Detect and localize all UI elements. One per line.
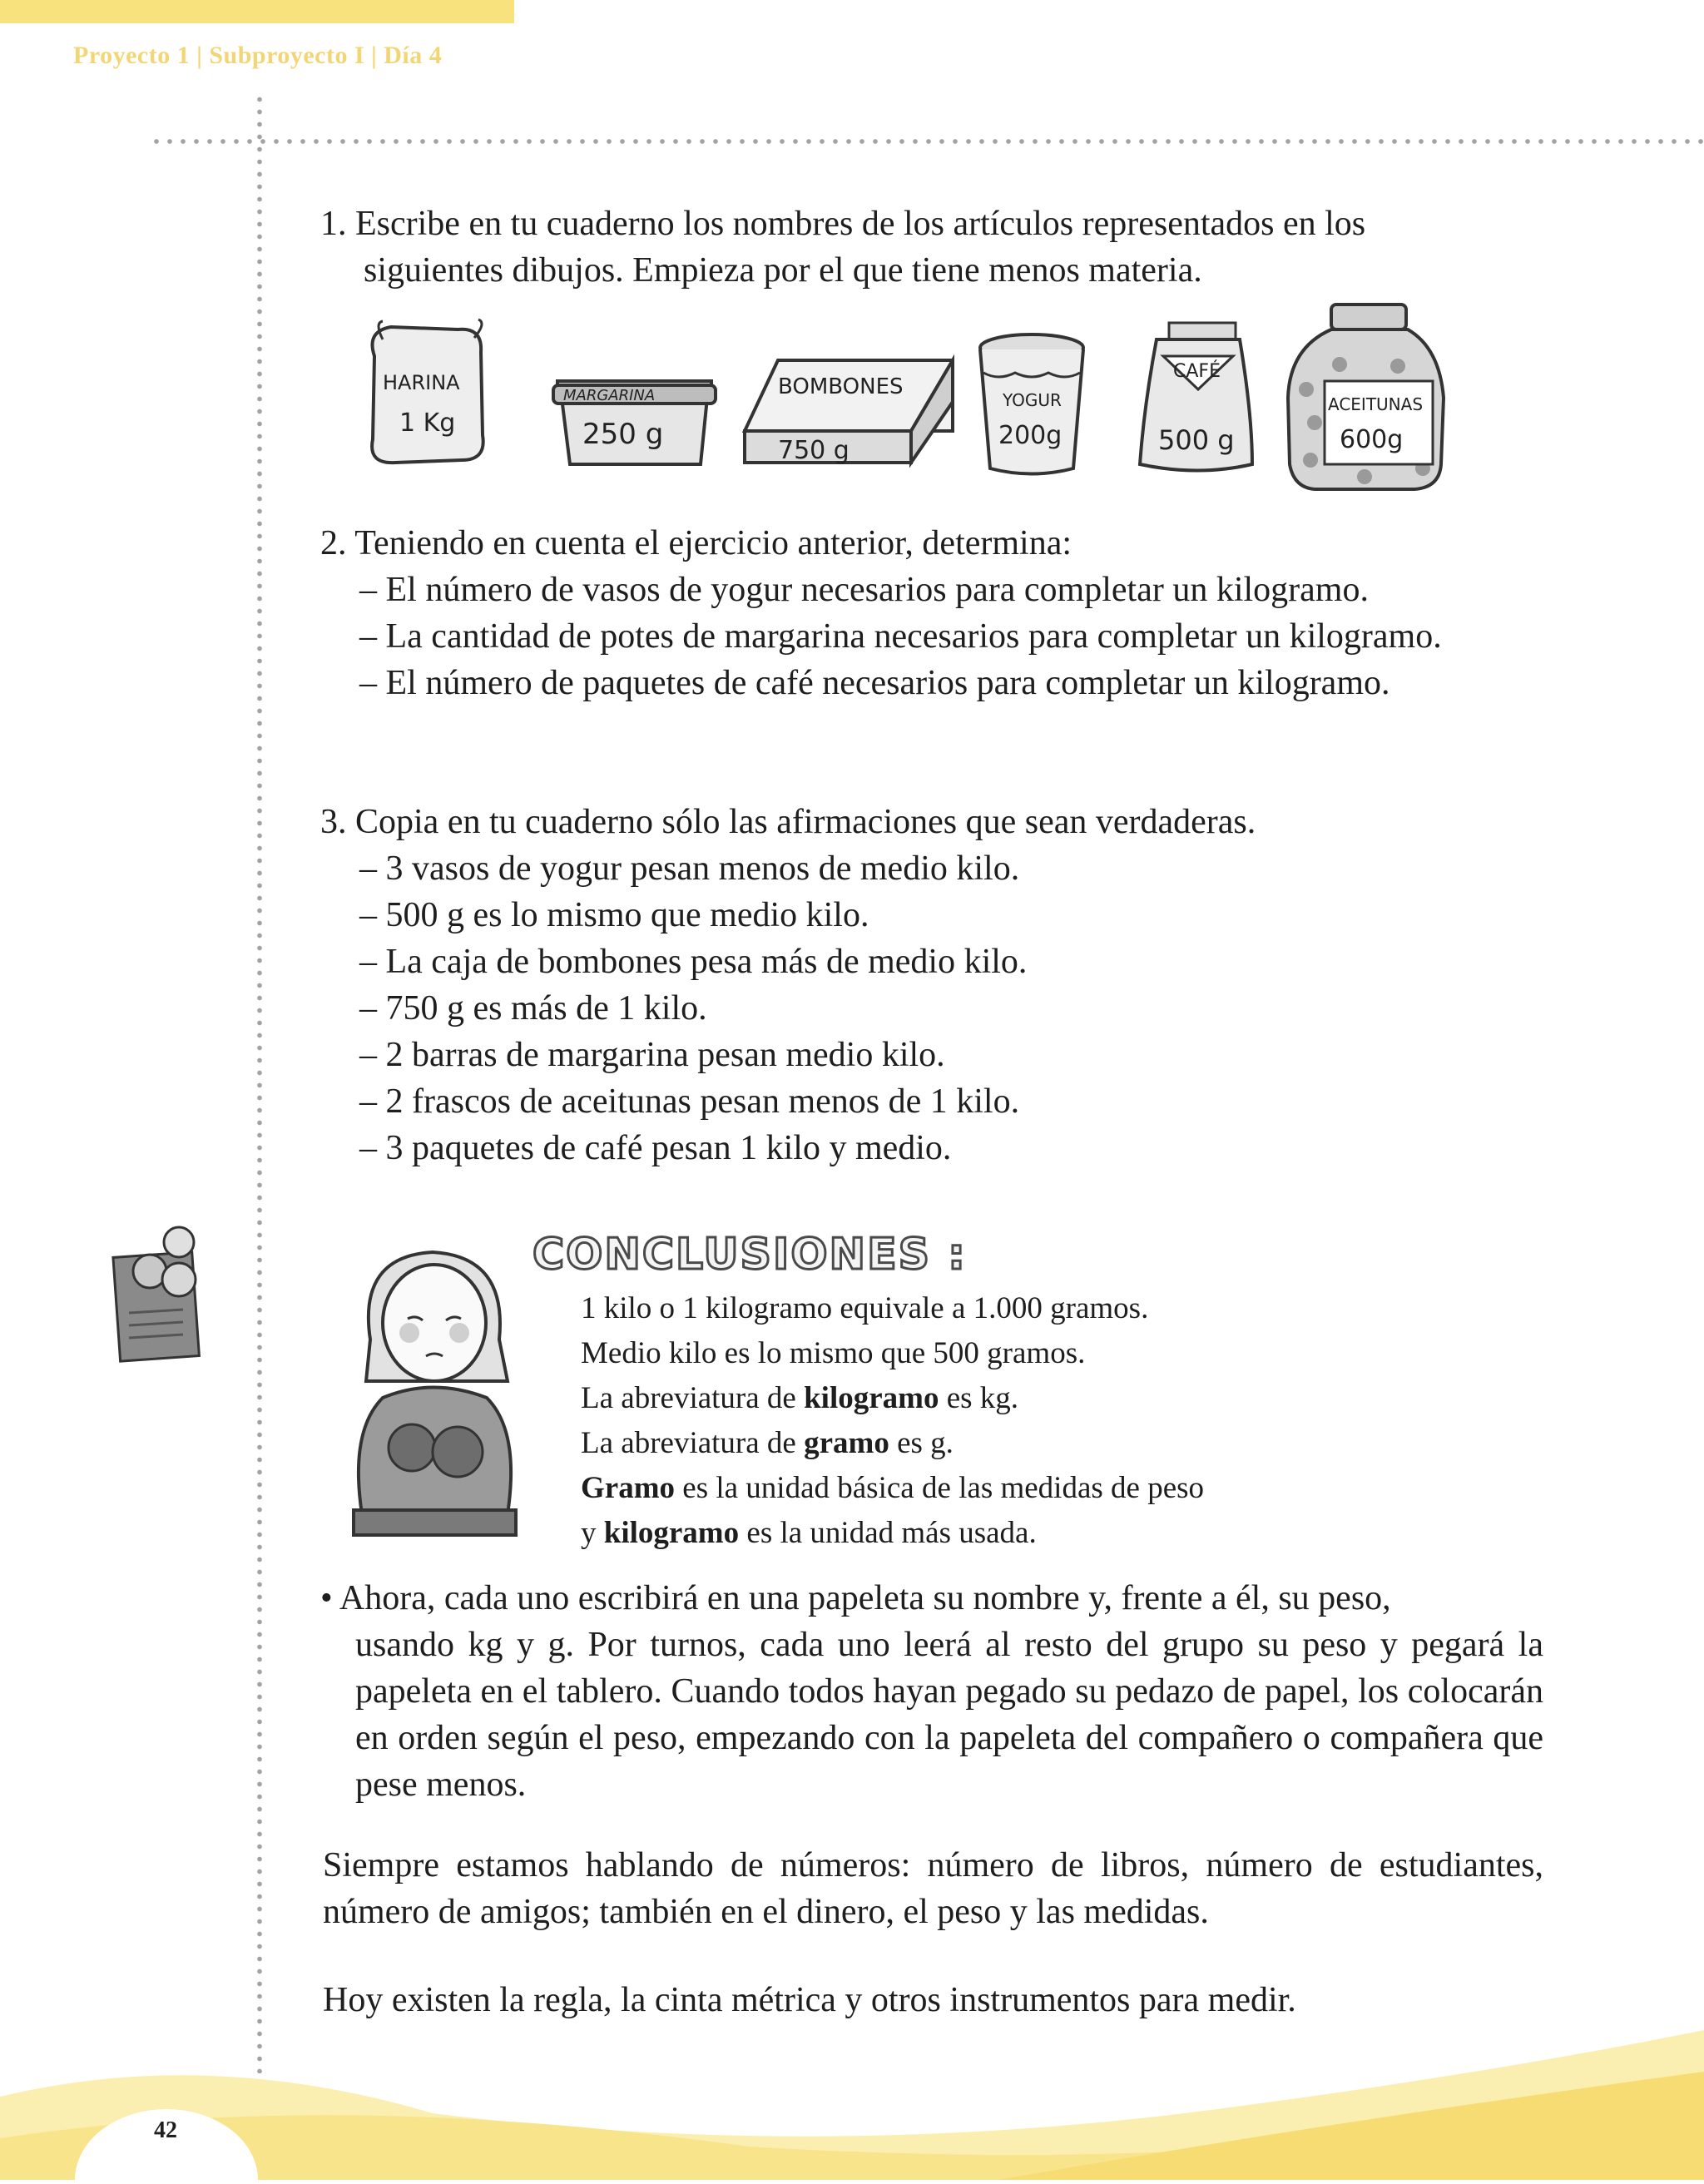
exercise-2-item: – El número de paquetes de café necesarios para completar un kilogramo.	[359, 664, 1390, 702]
conclusion-line: y kilogramo es la unidad más usada.	[581, 1516, 1037, 1550]
item-name: CAFÉ	[1173, 361, 1221, 382]
girl-illustration	[333, 1240, 537, 1539]
exercise-3-item: – 2 frascos de aceitunas pesan menos de 1 kilo.	[359, 1082, 1020, 1121]
exercise-3-item: – La caja de bombones pesa más de medio kilo.	[359, 943, 1028, 981]
item-weight: 1 Kg	[399, 409, 456, 438]
exercise-2-item: – La cantidad de potes de margarina necesarios para completar un kilogramo.	[359, 617, 1442, 656]
item-name: MARGARINA	[563, 387, 656, 404]
flour-sack-icon	[372, 319, 483, 463]
paragraph-2-text: Hoy existen la regla, la cinta métrica y otros instrumentos para medir.	[323, 1981, 1296, 2019]
exercise-3-item: – 750 g es más de 1 kilo.	[359, 989, 707, 1028]
item-name: ACEITUNAS	[1328, 394, 1424, 414]
item-weight: 750 g	[778, 436, 850, 465]
item-name: YOGUR	[1003, 390, 1062, 410]
exercise-3-item: – 3 vasos de yogur pesan menos de medio kilo.	[359, 849, 1020, 888]
item-name: BOMBONES	[778, 374, 904, 399]
exercise-2	[320, 520, 1543, 706]
activity	[320, 1575, 1543, 1808]
item-weight: 500 g	[1158, 424, 1235, 456]
header-band	[0, 0, 514, 23]
conclusion-line: La abreviatura de kilogramo es kg.	[581, 1381, 1019, 1415]
exercise-3-title: 3. Copia en tu cuaderno sólo las afirmaciones que sean verdaderas.	[320, 803, 1256, 841]
paragraph-1	[323, 1842, 1543, 1935]
exercise-2-item: – El número de vasos de yogur necesarios para completar un kilogramo.	[359, 571, 1369, 609]
dotted-margin-line	[257, 93, 262, 2073]
exercise-2-title: 2. Teniendo en cuenta el ejercicio anterior, determina:	[320, 524, 1072, 562]
activity-line-1: • Ahora, cada uno escribirá en una papeleta su nombre y, frente a él, su peso,	[320, 1579, 1391, 1617]
header-label: Proyecto 1 | Subproyecto I | Día 4	[73, 42, 443, 69]
item-weight: 600g	[1340, 425, 1404, 454]
items-illustration	[358, 298, 1473, 498]
conclusions-body	[581, 1286, 1204, 1556]
margarine-tub-icon	[553, 381, 716, 464]
exercise-3	[320, 799, 1543, 1171]
coffee-bag-icon	[1140, 323, 1252, 471]
conclusion-line: 1 kilo o 1 kilogramo equivale a 1.000 gramos.	[581, 1291, 1149, 1325]
exercise-1-line-2: siguientes dibujos. Empieza por el que tiene menos materia.	[364, 251, 1202, 290]
group-work-icon	[108, 1221, 225, 1371]
page-number: 42	[154, 2117, 177, 2143]
yogurt-cup-icon	[980, 334, 1083, 474]
activity-rest: usando kg y g. Por turnos, cada uno leerá al resto del grupo su peso y pegará la papeleta en el tablero. Cuando todos hayan pegado su pedazo de papel, los colocarán en orden según el peso, empezando con la papeleta del compañero o compañera que pese menos.	[355, 1626, 1543, 1804]
conclusion-line: Medio kilo es lo mismo que 500 gramos.	[581, 1336, 1086, 1370]
item-weight: 200g	[998, 421, 1063, 450]
exercise-3-item: – 500 g es lo mismo que medio kilo.	[359, 896, 869, 934]
conclusion-line: Gramo es la unidad básica de las medidas de peso	[581, 1471, 1205, 1505]
conclusions-title: CONCLUSIONES :	[532, 1230, 967, 1280]
paragraph-1-text: Siempre estamos hablando de números: número de libros, número de estudiantes, número de amigos; también en el dinero, el peso y las medidas.	[323, 1846, 1543, 1931]
exercise-1	[320, 201, 1543, 294]
exercise-3-item: – 3 paquetes de café pesan 1 kilo y medio.	[359, 1129, 952, 1167]
chocolate-box-icon	[745, 360, 953, 465]
exercise-3-item: – 2 barras de margarina pesan medio kilo.	[359, 1036, 945, 1074]
olive-jar-icon	[1288, 305, 1444, 489]
item-name: HARINA	[383, 371, 460, 394]
bottom-wave-decoration	[0, 1997, 1704, 2180]
exercise-1-line-1: 1. Escribe en tu cuaderno los nombres de los artículos representados en los	[320, 205, 1366, 243]
item-weight: 250 g	[582, 418, 664, 451]
dotted-header-line	[150, 139, 1704, 144]
conclusion-line: La abreviatura de gramo es g.	[581, 1426, 954, 1460]
